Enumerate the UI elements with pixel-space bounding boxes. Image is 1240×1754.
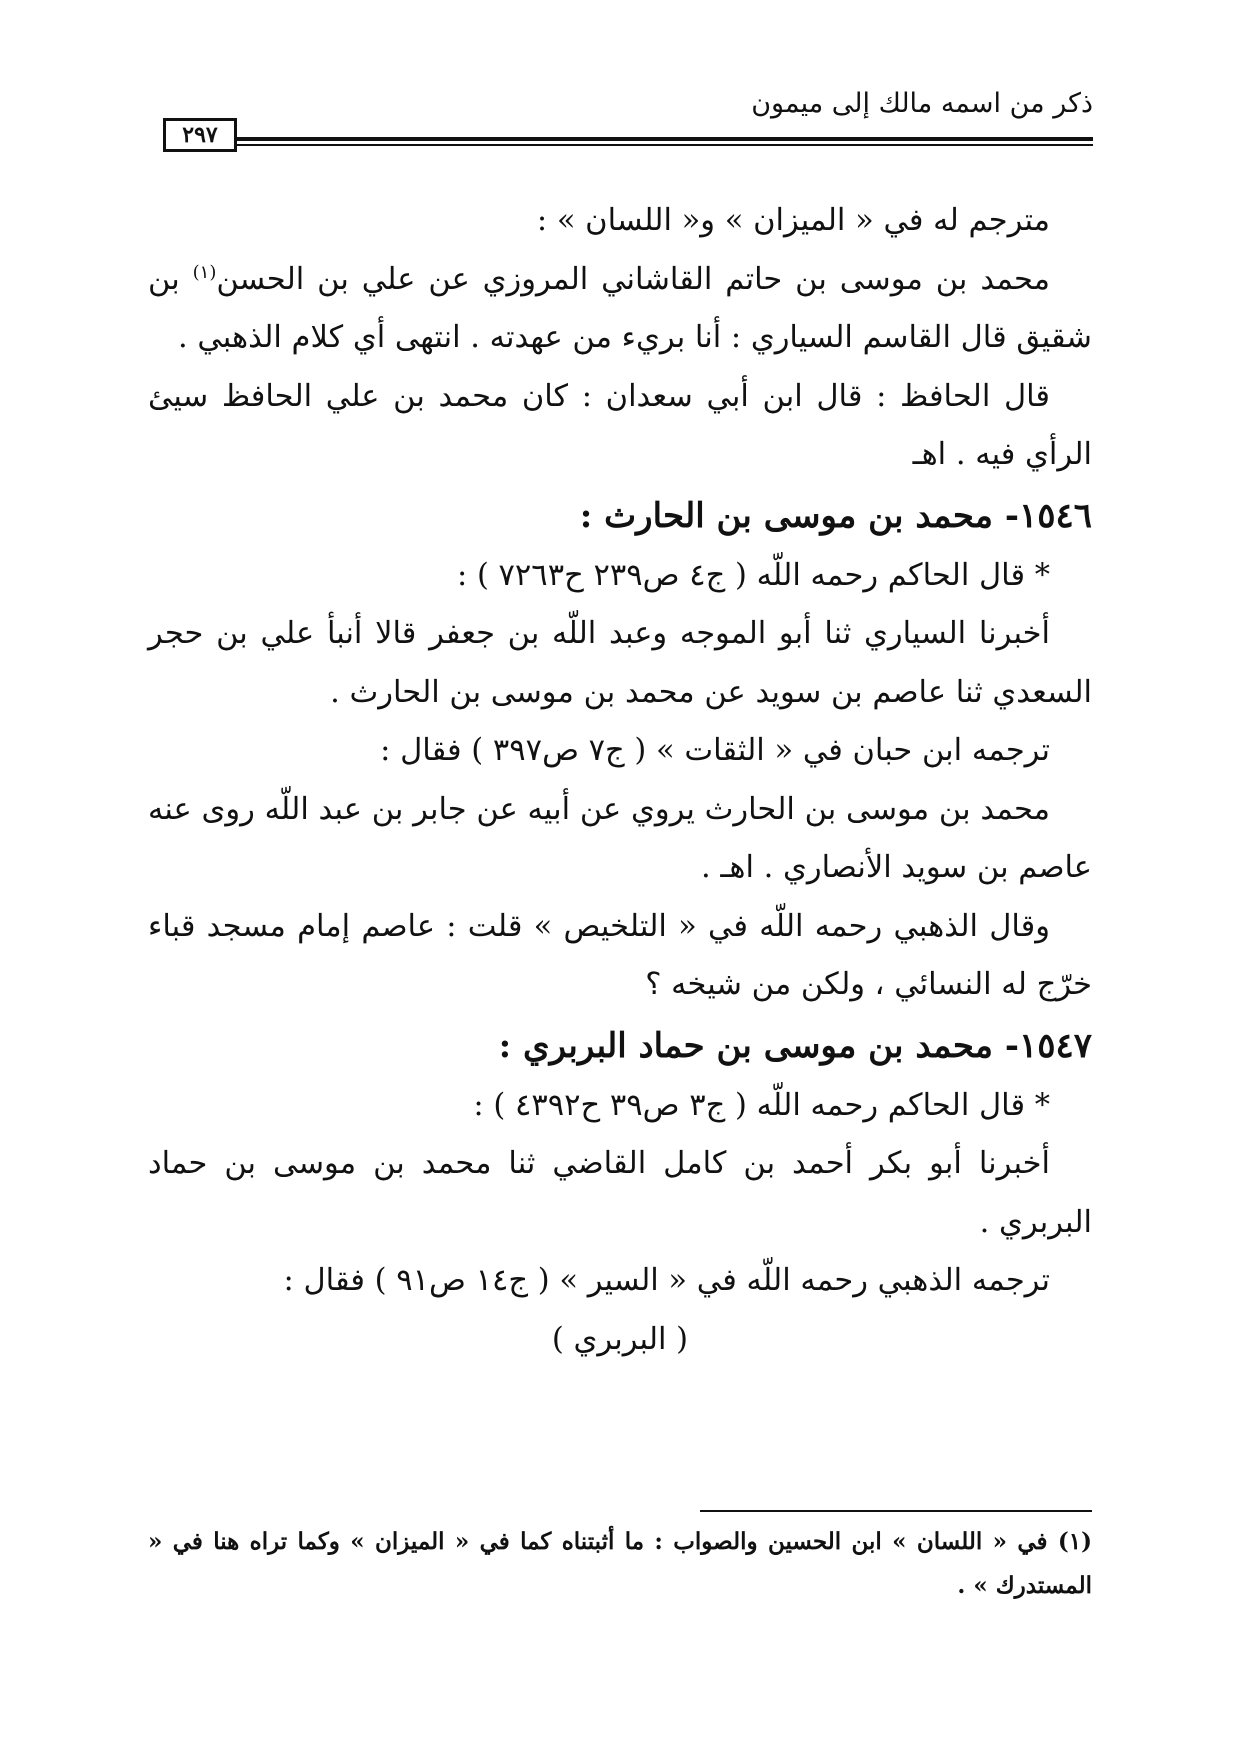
header-rule — [237, 137, 1093, 141]
paragraph-10: أخبرنا أبو بكر أحمد بن كامل القاضي ثنا محمد بن موسى بن حماد البربري . — [148, 1146, 1092, 1240]
main-text — [148, 192, 1092, 1369]
paragraph-1: مترجم له في « الميزان » و« اللسان » : — [536, 203, 1050, 238]
footnote-1: (١) في « اللسان » ابن الحسين والصواب : ما أثبتناه كما في « الميزان » وكما تراه هنا في « المستدرك » . — [148, 1528, 1092, 1599]
footnote-divider — [700, 1510, 1092, 1512]
paragraph-8: وقال الذهبي رحمه اللّه في « التلخيص » قلت : عاصم إمام مسجد قباء خرّج له النسائي ، ولكن من شيخه ؟ — [148, 908, 1092, 1002]
paragraph-2-start: محمد بن موسى بن حاتم القاشاني المروزي عن علي بن الحسن — [216, 261, 1050, 297]
footnote-reference: (١) — [192, 261, 217, 283]
paragraph-3: قال الحافظ : قال ابن أبي سعدان : كان محمد بن علي الحافظ سيئ الرأي فيه . اهـ — [148, 378, 1092, 472]
running-header — [163, 82, 1093, 152]
paragraph-9: * قال الحاكم رحمه اللّه ( ج٣ ص٣٩ ح٤٣٩٢ ) : — [473, 1087, 1050, 1123]
paragraph-7: محمد بن موسى بن الحارث يروي عن أبيه عن جابر بن عبد اللّه روى عنه عاصم بن سويد الأنصاري . اهـ . — [148, 791, 1092, 885]
paragraph-11: ترجمه الذهبي رحمه اللّه في « السير » ( ج١٤ ص٩١ ) فقال : — [283, 1263, 1050, 1298]
entry-heading-1546: ١٥٤٦- محمد بن موسى بن الحارث : — [579, 495, 1092, 536]
header-rule-thin — [237, 144, 1093, 146]
paragraph-6: ترجمه ابن حبان في « الثقات » ( ج٧ ص٣٩٧ ) فقال : — [380, 733, 1050, 768]
paragraph-2-end: بن شقيق قال القاسم السياري : أنا بريء من عهدته . انتهى أي كلام الذهبي . — [148, 261, 1092, 355]
header-title: ذكر من اسمه مالك إلى ميمون — [751, 88, 1093, 119]
paragraph-2 — [148, 251, 1092, 368]
entry-heading-1547: ١٥٤٧- محمد بن موسى بن حماد البربري : — [498, 1025, 1092, 1066]
paragraph-4: * قال الحاكم رحمه اللّه ( ج٤ ص٢٣٩ ح٧٢٦٣ ) : — [456, 557, 1050, 593]
page-number: ٢٩٧ — [163, 118, 237, 152]
paragraph-12: ( البربري ) — [551, 1321, 689, 1357]
footnote — [148, 1520, 1092, 1608]
paragraph-5: أخبرنا السياري ثنا أبو الموجه وعبد اللّه بن جعفر قالا أنبأ علي بن حجر السعدي ثنا عاصم بن سويد عن محمد بن موسى بن الحارث . — [148, 616, 1092, 710]
